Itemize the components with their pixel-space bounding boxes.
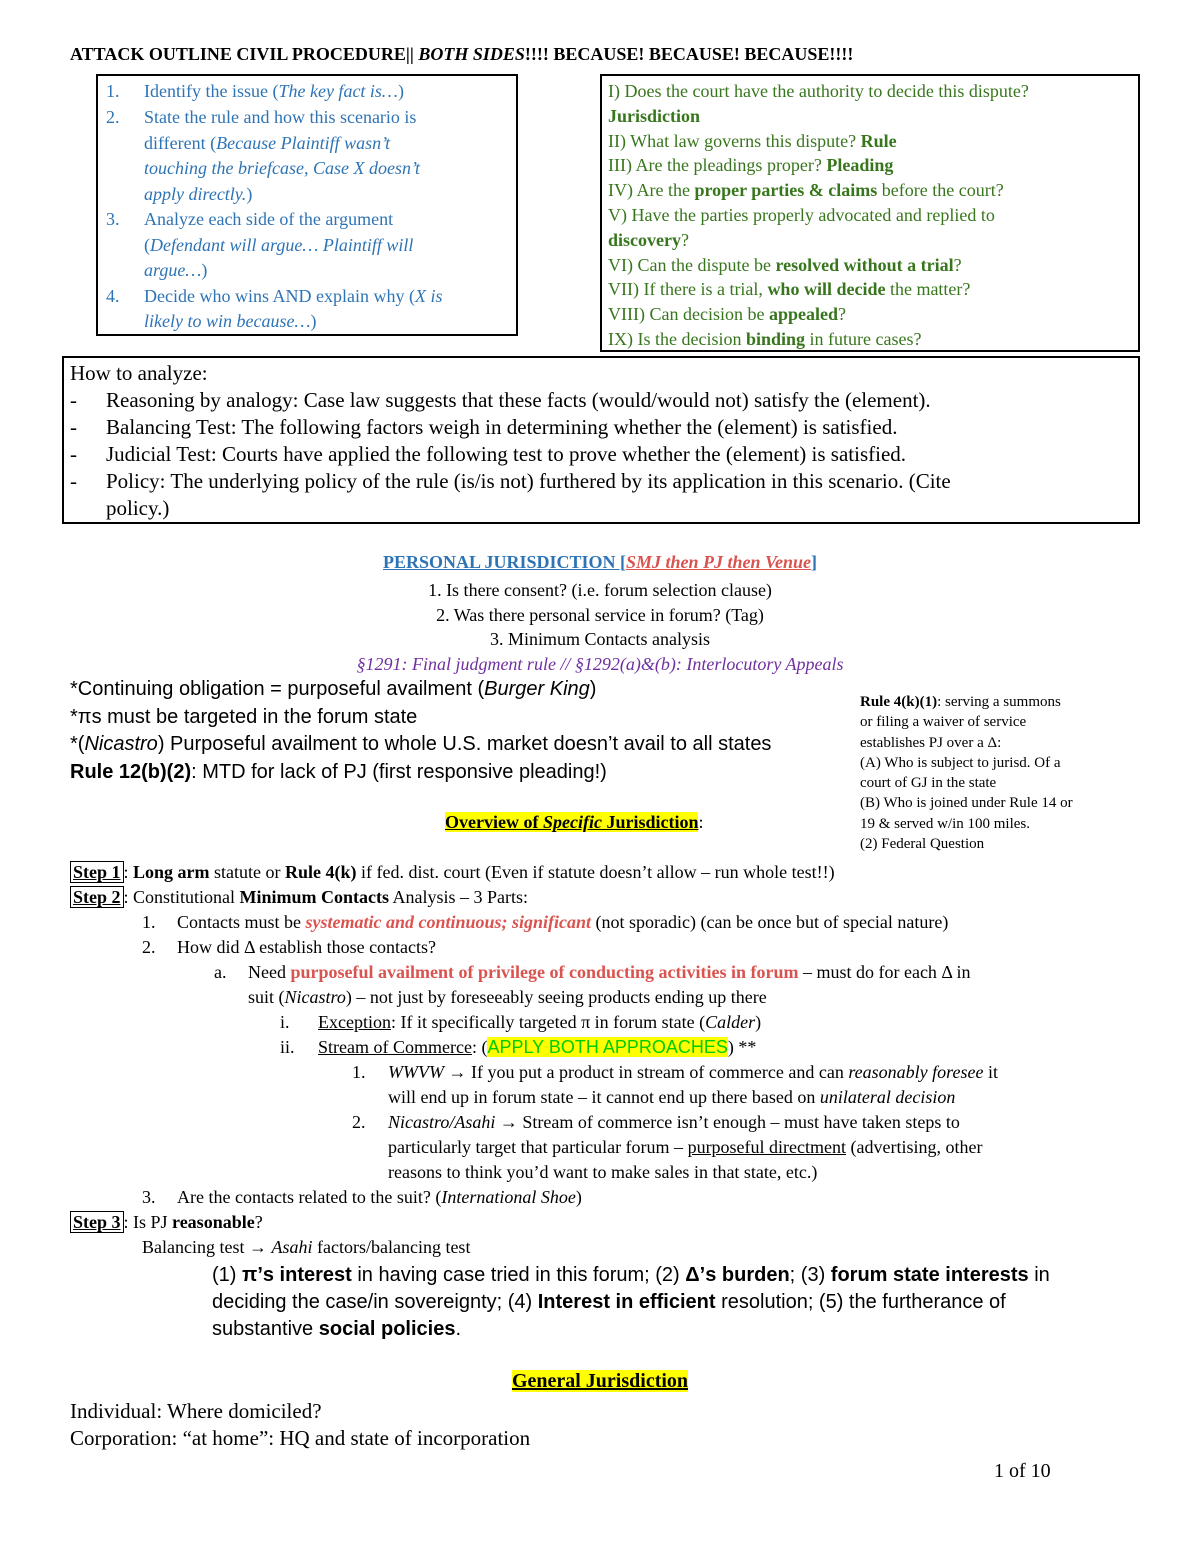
question: VI) Can the dispute be resolved without a trial? (608, 254, 962, 275)
rule4-note: Rule 4(k)(1): serving a summons or filing a waiver of service establishes PJ over a Δ: (A) Who is subject to jurisd. Of a court of GJ in the state (B) Who is joined under Rule 14 or 19 & served w/in 100 miles. (2) Federal Question (860, 694, 1073, 853)
overview-heading: Overview of Specific Jurisdiction: (445, 812, 704, 832)
pj-heading: PERSONAL JURISDICTION [SMJ then PJ then Venue] (382, 552, 818, 572)
soc-approach-1-cont: will end up in forum state – it cannot end up there based on unilateral decision (388, 1087, 956, 1107)
question: III) Are the pleadings proper? Pleading (608, 155, 894, 176)
stream-of-commerce-item: ii. Stream of Commerce: (APPLY BOTH APPROACHES) ** (280, 1037, 757, 1057)
analyze-item: - Balancing Test: The following factors weigh in determining whether the (element) is satisfied. (70, 415, 898, 439)
page-title (70, 44, 853, 65)
steps-box (96, 74, 518, 336)
analyze-heading: How to analyze: (70, 361, 208, 385)
step-2-item: 3. Are the contacts related to the suit? (International Shoe) (142, 1187, 582, 1207)
question: V) Have the parties properly advocated and replied to (608, 204, 995, 225)
step-1: Step 1 : Long arm statute or Rule 4(k) if fed. dist. court (Even if statute doesn’t allow – run whole test!!) (70, 860, 1150, 885)
pj-list (0, 578, 1200, 676)
question: IX) Is the decision binding in future cases? (608, 328, 922, 349)
step-item: 3. Analyze each side of the argument (Defendant will argue… Plaintiff will argue…) (106, 209, 414, 280)
step-item: 2. State the rule and how this scenario is different (Because Plaintiff wasn’t touching the briefcase, Case X doesn’t apply directly.) (106, 107, 420, 204)
step-item: 4. Decide who wins AND explain why (X is likely to win because…) (106, 285, 443, 331)
step-2-subitem-cont: suit (Nicastro) – not just by foreseeably seeing products ending up there (248, 987, 767, 1007)
analyze-box (62, 356, 1140, 524)
general-corporation: Corporation: “at home”: HQ and state of incorporation (70, 1426, 531, 1450)
general-individual: Individual: Where domiciled? (70, 1399, 322, 1423)
question-keyword: Jurisdiction (608, 105, 701, 126)
pj-note: *(Nicastro) Purposeful availment to whole U.S. market doesn’t avail to all states (70, 733, 772, 755)
title-part: !!!! BECAUSE! BECAUSE! BECAUSE!!!! (524, 44, 854, 64)
question: discovery? (608, 229, 689, 250)
step-item: 1. Identify the issue (The key fact is…) (106, 81, 404, 101)
analyze-item: - Judicial Test: Courts have applied the following test to prove whether the (element) is satisfied. (70, 442, 907, 466)
analyze-item-cont: policy.) (106, 496, 170, 520)
soc-approach-2: 2. Nicastro/Asahi → Stream of commerce isn’t enough – must have taken steps to (352, 1112, 960, 1132)
question: IV) Are the proper parties & claims before the court? (608, 180, 1004, 201)
soc-approach-2-cont: particularly target that particular forum – purposeful directment (advertising, other (388, 1137, 983, 1157)
general-jurisdiction-body (70, 1398, 530, 1452)
steps-section (70, 860, 1150, 1260)
step-3: Step 3 : Is PJ reasonable? (70, 1210, 1150, 1235)
pj-notes (70, 676, 771, 786)
step-2-item: 1. Contacts must be systematic and continuous; significant (not sporadic) (can be once but of special nature) (142, 912, 949, 932)
title-part: ATTACK OUTLINE CIVIL PROCEDURE|| (70, 44, 419, 64)
page-number: 1 of 10 (994, 1460, 1051, 1482)
step-2-subitem: a. Need purposeful availment of privilege of conducting activities in forum – must do for each Δ in (214, 962, 971, 982)
step-2-item: 2. How did Δ establish those contacts? (142, 937, 437, 957)
pj-list-item: 1. Is there consent? (i.e. forum selection clause) (428, 580, 772, 600)
pj-list-item: 3. Minimum Contacts analysis (490, 629, 710, 649)
questions-box (600, 74, 1140, 352)
soc-approach-2-cont: reasons to think you’d want to make sales in that state, etc.) (388, 1162, 818, 1182)
title-emphasis: BOTH SIDES (418, 44, 525, 64)
statute-reference: §1291: Final judgment rule // §1292(a)&(b): Interlocutory Appeals (356, 653, 844, 674)
pj-note: *Continuing obligation = purposeful availment (Burger King) (70, 678, 597, 700)
pj-note: Rule 12(b)(2): MTD for lack of PJ (first responsive pleading!) (70, 760, 607, 783)
analyze-item: - Policy: The underlying policy of the rule (is/is not) furthered by its application in this scenario. (Cite (70, 469, 951, 493)
asahi-factors: (1) π’s interest in having case tried in this forum; (2) Δ’s burden; (3) forum state interests in deciding the case/in sovereignty; (4) Interest in efficient resolution; (5) the furtherance of substantive social policies. (212, 1264, 1050, 1340)
balancing-test: Balancing test → Asahi factors/balancing test (142, 1237, 471, 1257)
pj-note: *πs must be targeted in the forum state (70, 705, 418, 728)
question: I) Does the court have the authority to decide this dispute? (608, 81, 1029, 101)
soc-approach-1: 1. WWVW → If you put a product in stream of commerce and can reasonably foresee it (352, 1062, 998, 1082)
pj-list-item: 2. Was there personal service in forum? (Tag) (436, 604, 764, 625)
general-jurisdiction-heading: General Jurisdiction (511, 1370, 689, 1392)
question: VII) If there is a trial, who will decide the matter? (608, 279, 971, 300)
analyze-item: - Reasoning by analogy: Case law suggests that these facts (would/would not) satisfy the (element). (70, 388, 931, 412)
exception-item: i. Exception: If it specifically targeted π in forum state (Calder) (280, 1012, 762, 1032)
question: VIII) Can decision be appealed? (608, 304, 846, 325)
step-2: Step 2 : Constitutional Minimum Contacts Analysis – 3 Parts: (70, 885, 1150, 910)
question: II) What law governs this dispute? Rule (608, 130, 897, 151)
